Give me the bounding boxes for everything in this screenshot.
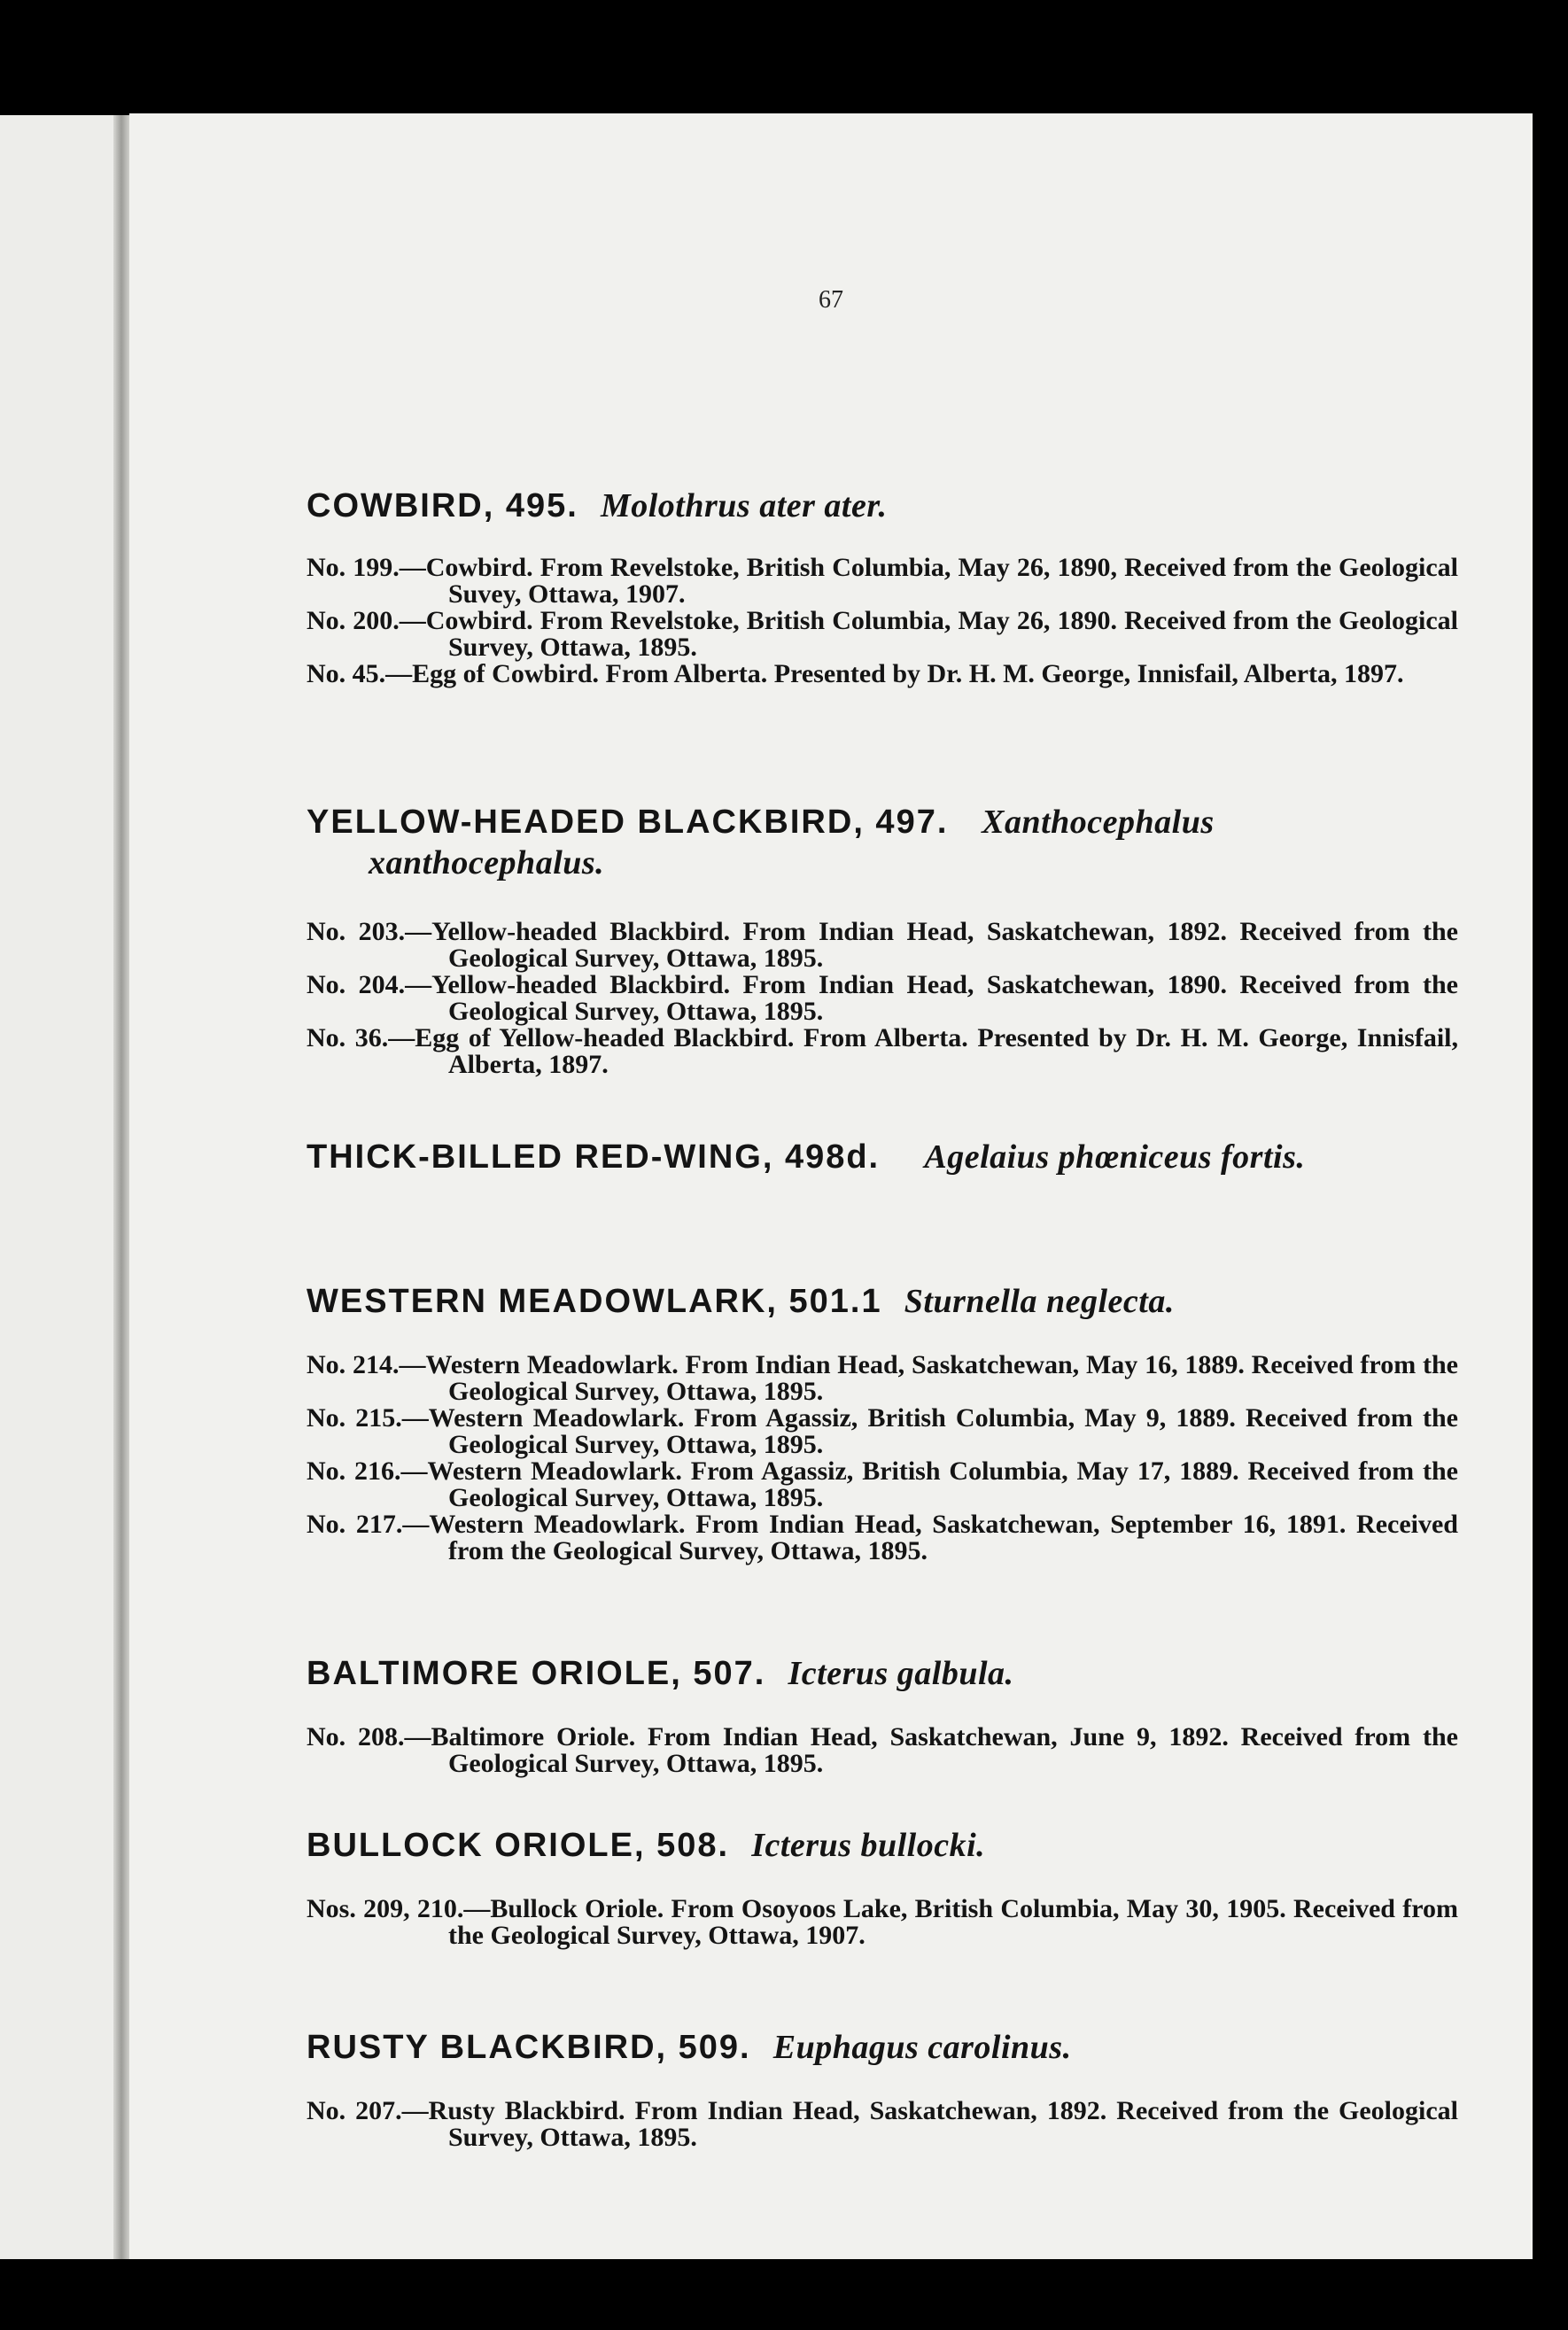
book-page [129, 113, 1533, 2259]
facing-page-edge [0, 115, 124, 2259]
species-heading [307, 485, 1458, 526]
species-scientific-name: Sturnella neglecta. [904, 1283, 1175, 1320]
species-scientific-name: Icterus bullocki. [751, 1827, 986, 1864]
species-common-name: BULLOCK ORIOLE, 508. [307, 1827, 730, 1864]
species-common-name: BALTIMORE ORIOLE, 507. [307, 1655, 766, 1692]
book-gutter [113, 115, 129, 2259]
species-common-name: YELLOW-HEADED BLACKBIRD, 497. [307, 804, 949, 841]
species-heading [307, 1281, 1458, 1322]
species-section-rusty-blackbird [307, 2027, 1458, 2151]
species-common-name: THICK-BILLED RED-WING, 498d. [307, 1138, 881, 1176]
specimen-entry: No. 207.—Rusty Blackbird. From Indian Head, Saskatchewan, 1892. Received from the Geological Survey, Ottawa, 1895. [307, 2096, 1458, 2152]
species-section-thick-billed-red-wing [307, 1137, 1458, 1177]
species-section-bullock-oriole [307, 1825, 1458, 1949]
species-common-name: RUSTY BLACKBIRD, 509. [307, 2029, 751, 2066]
species-scientific-name: Molothrus ater ater. [600, 487, 888, 524]
species-common-name: COWBIRD, 495. [307, 487, 578, 524]
species-scientific-name: Agelaius phœniceus fortis. [924, 1138, 1306, 1176]
species-section-western-meadowlark [307, 1281, 1458, 1565]
specimen-entry: No. 216.—Western Meadowlark. From Agassiz, British Columbia, May 17, 1889. Received from the Geological Survey, Ottawa, 1895. [307, 1456, 1458, 1512]
specimen-entry: No. 199.—Cowbird. From Revelstoke, British Columbia, May 26, 1890, Received from the Geological Suvey, Ottawa, 1907. [307, 553, 1458, 609]
specimen-entry: No. 215.—Western Meadowlark. From Agassiz, British Columbia, May 9, 1889. Received from the Geological Survey, Ottawa, 1895. [307, 1403, 1458, 1459]
specimen-entry: No. 217.—Western Meadowlark. From Indian Head, Saskatchewan, September 16, 1891. Received from the Geological Survey, Ottawa, 1895. [307, 1510, 1458, 1565]
specimen-entry: No. 208.—Baltimore Oriole. From Indian Head, Saskatchewan, June 9, 1892. Received from the Geological Survey, Ottawa, 1895. [307, 1722, 1458, 1778]
specimen-entry: No. 203.—Yellow-headed Blackbird. From Indian Head, Saskatchewan, 1892. Received from the Geological Survey, Ottawa, 1895. [307, 917, 1458, 973]
species-heading [307, 802, 1458, 883]
species-scientific-name: Icterus galbula. [788, 1655, 1014, 1692]
specimen-entry: No. 45.—Egg of Cowbird. From Alberta. Presented by Dr. H. M. George, Innisfail, Alberta, 1897. [307, 659, 1404, 688]
page-number: 67 [819, 286, 843, 314]
species-scientific-name: Xanthocephalus xanthocephalus. [369, 804, 1215, 882]
species-heading [307, 1825, 1458, 1866]
species-section-yellow-headed-blackbird [307, 802, 1458, 1078]
species-heading [307, 1137, 1458, 1177]
species-heading [307, 2027, 1458, 2068]
specimen-entry: Nos. 209, 210.—Bullock Oriole. From Osoyoos Lake, British Columbia, May 30, 1905. Received from the Geological Survey, Ottawa, 1907. [307, 1894, 1458, 1950]
species-section-cowbird [307, 485, 1458, 687]
species-common-name: WESTERN MEADOWLARK, 501.1 [307, 1283, 882, 1320]
species-section-baltimore-oriole [307, 1653, 1458, 1777]
specimen-entry: No. 214.—Western Meadowlark. From Indian Head, Saskatchewan, May 16, 1889. Received from the Geological Survey, Ottawa, 1895. [307, 1350, 1458, 1406]
species-scientific-name: Euphagus carolinus. [772, 2029, 1072, 2066]
species-heading [307, 1653, 1458, 1694]
specimen-entry: No. 204.—Yellow-headed Blackbird. From Indian Head, Saskatchewan, 1890. Received from the Geological Survey, Ottawa, 1895. [307, 970, 1458, 1026]
specimen-entry: No. 200.—Cowbird. From Revelstoke, British Columbia, May 26, 1890. Received from the Geological Survey, Ottawa, 1895. [307, 606, 1458, 662]
specimen-entry: No. 36.—Egg of Yellow-headed Blackbird. From Alberta. Presented by Dr. H. M. George, Innisfail, Alberta, 1897. [307, 1023, 1458, 1079]
